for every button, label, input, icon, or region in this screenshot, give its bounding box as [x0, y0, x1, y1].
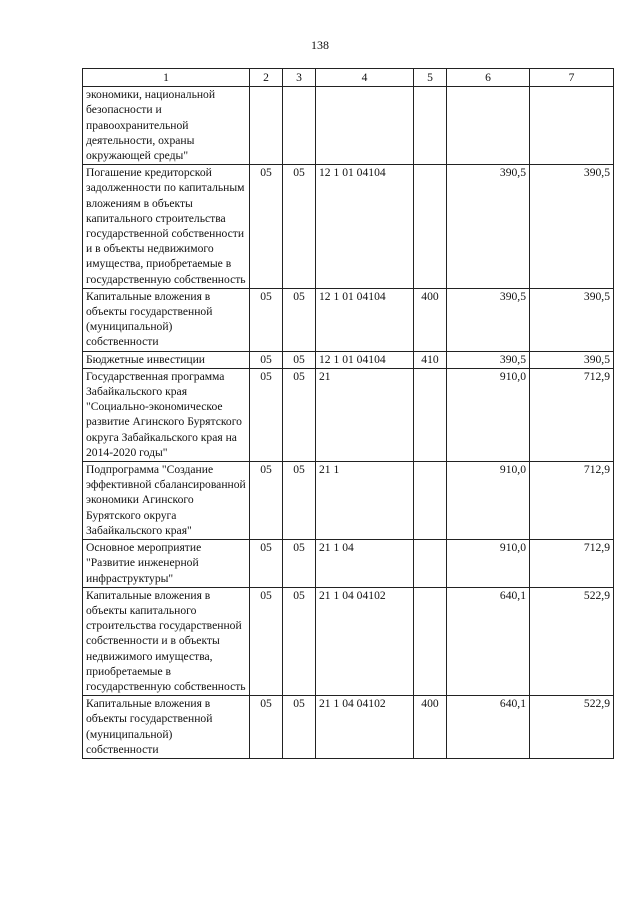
table-row [83, 288, 614, 351]
table-body [83, 87, 614, 759]
section-cell: 05 [250, 696, 283, 759]
amount-approved-cell: 390,5 [447, 165, 530, 289]
expense-type-cell [414, 368, 447, 461]
target-article-cell: 21 1 04 [316, 540, 414, 588]
amount-approved-cell: 640,1 [447, 696, 530, 759]
header-col-5: 5 [414, 69, 447, 87]
amount-approved-cell: 640,1 [447, 587, 530, 695]
amount-executed-cell: 712,9 [530, 368, 614, 461]
subsection-cell: 05 [283, 540, 316, 588]
table-row [83, 540, 614, 588]
target-article-cell: 21 [316, 368, 414, 461]
row-name-cell: Капитальные вложения в объекты государственной (муниципальной) собственности [83, 288, 250, 351]
page-number: 138 [311, 38, 329, 52]
header-col-2: 2 [250, 69, 283, 87]
header-col-6: 6 [447, 69, 530, 87]
amount-executed-cell: 390,5 [530, 165, 614, 289]
target-article-cell: 21 1 [316, 462, 414, 540]
table-header-row [83, 69, 614, 87]
expense-type-cell [414, 540, 447, 588]
section-cell [250, 87, 283, 165]
expense-type-cell: 400 [414, 288, 447, 351]
amount-approved-cell: 390,5 [447, 288, 530, 351]
amount-approved-cell: 390,5 [447, 351, 530, 368]
table-row [83, 462, 614, 540]
section-cell: 05 [250, 462, 283, 540]
row-name-cell: Основное мероприятие "Развитие инженерной инфраструктуры" [83, 540, 250, 588]
row-name-cell: Бюджетные инвестиции [83, 351, 250, 368]
expense-type-cell [414, 587, 447, 695]
amount-executed-cell: 712,9 [530, 540, 614, 588]
target-article-cell: 12 1 01 04104 [316, 288, 414, 351]
amount-approved-cell [447, 87, 530, 165]
table-row [83, 587, 614, 695]
section-cell: 05 [250, 540, 283, 588]
subsection-cell: 05 [283, 462, 316, 540]
table-row [83, 351, 614, 368]
table-row [83, 165, 614, 289]
section-cell: 05 [250, 165, 283, 289]
subsection-cell: 05 [283, 165, 316, 289]
amount-approved-cell: 910,0 [447, 462, 530, 540]
expense-type-cell [414, 87, 447, 165]
row-name-cell: Капитальные вложения в объекты государственной (муниципальной) собственности [83, 696, 250, 759]
section-cell: 05 [250, 587, 283, 695]
target-article-cell: 21 1 04 04102 [316, 587, 414, 695]
header-col-3: 3 [283, 69, 316, 87]
expense-type-cell: 410 [414, 351, 447, 368]
subsection-cell: 05 [283, 368, 316, 461]
amount-executed-cell: 522,9 [530, 696, 614, 759]
section-cell: 05 [250, 351, 283, 368]
subsection-cell: 05 [283, 351, 316, 368]
subsection-cell: 05 [283, 288, 316, 351]
table-row [83, 368, 614, 461]
target-article-cell: 12 1 01 04104 [316, 351, 414, 368]
amount-approved-cell: 910,0 [447, 540, 530, 588]
row-name-cell: Капитальные вложения в объекты капитального строительства государственной собственности и в объекты недвижимого имущества, приобретаемые в государственную собственность [83, 587, 250, 695]
target-article-cell [316, 87, 414, 165]
row-name-cell: экономики, национальной безопасности и правоохранительной деятельности, охраны окружающей среды" [83, 87, 250, 165]
header-col-7: 7 [530, 69, 614, 87]
amount-executed-cell: 522,9 [530, 587, 614, 695]
table-row [83, 87, 614, 165]
table-row [83, 696, 614, 759]
target-article-cell: 12 1 01 04104 [316, 165, 414, 289]
row-name-cell: Погашение кредиторской задолженности по капитальным вложениям в объекты капитального строительства государственной собственности и в объекты недвижимого имущества, приобретаемые в государственную собственность [83, 165, 250, 289]
amount-executed-cell: 390,5 [530, 288, 614, 351]
subsection-cell [283, 87, 316, 165]
amount-executed-cell: 390,5 [530, 351, 614, 368]
section-cell: 05 [250, 288, 283, 351]
header-col-1: 1 [83, 69, 250, 87]
amount-approved-cell: 910,0 [447, 368, 530, 461]
subsection-cell: 05 [283, 587, 316, 695]
subsection-cell: 05 [283, 696, 316, 759]
budget-table [82, 68, 614, 759]
expense-type-cell [414, 165, 447, 289]
section-cell: 05 [250, 368, 283, 461]
target-article-cell: 21 1 04 04102 [316, 696, 414, 759]
amount-executed-cell [530, 87, 614, 165]
expense-type-cell: 400 [414, 696, 447, 759]
row-name-cell: Государственная программа Забайкальского края "Социально-экономическое развитие Агинского Бурятского округа Забайкальского края на 2014-2020 годы" [83, 368, 250, 461]
expense-type-cell [414, 462, 447, 540]
header-col-4: 4 [316, 69, 414, 87]
row-name-cell: Подпрограмма "Создание эффективной сбалансированной экономики Агинского Бурятского округа Забайкальского края" [83, 462, 250, 540]
amount-executed-cell: 712,9 [530, 462, 614, 540]
